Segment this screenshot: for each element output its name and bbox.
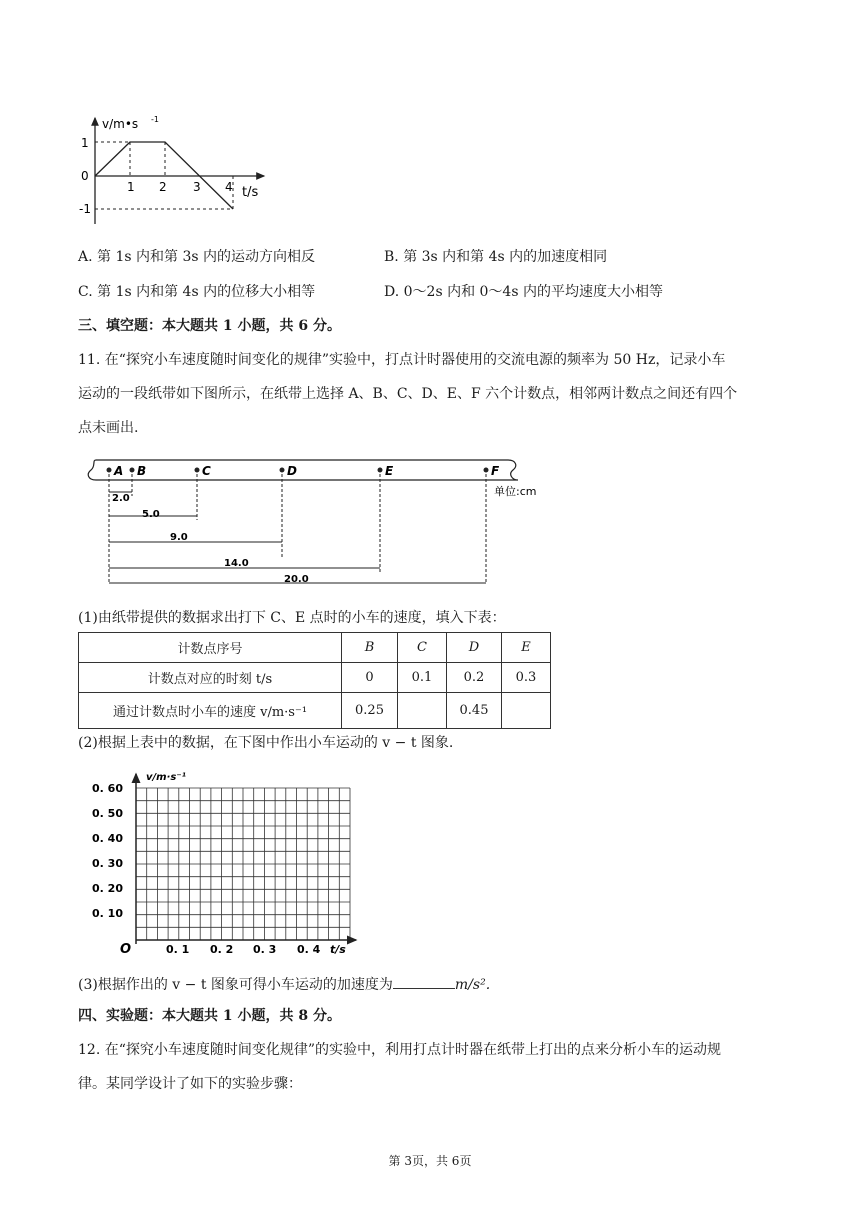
table-cell: B bbox=[342, 633, 398, 663]
vt-xtick-3: 3 bbox=[193, 180, 201, 194]
grid-xtick: 0. 4 bbox=[297, 943, 321, 956]
grid-y-axis-label: v/m·s⁻¹ bbox=[146, 772, 186, 783]
tape-point-f bbox=[484, 468, 489, 473]
table-row bbox=[79, 693, 551, 729]
section-3-title: 三、填空题：本大题共 1 小题，共 6 分。 bbox=[78, 318, 341, 334]
table-cell: 计数点序号 bbox=[79, 633, 342, 663]
grid-xtick: 0. 1 bbox=[166, 943, 190, 956]
tape-point-d bbox=[280, 468, 285, 473]
grid-ytick: 0. 10 bbox=[92, 907, 123, 920]
table-cell: 0.1 bbox=[398, 663, 447, 693]
grid-ytick: 0. 50 bbox=[92, 807, 123, 820]
q12-line-2: 律。某同学设计了如下的实验步骤： bbox=[78, 1076, 302, 1092]
grid-ytick: 0. 30 bbox=[92, 857, 123, 870]
table-cell[interactable] bbox=[502, 693, 551, 729]
vt-ytick-neg1: -1 bbox=[79, 202, 91, 216]
table-cell: 计数点对应的时刻 t/s bbox=[79, 663, 342, 693]
tape-label-d: D bbox=[287, 464, 297, 478]
q11-line-2: 运动的一段纸带如下图所示，在纸带上选择 A、B、C、D、E、F 六个计数点，相邻两计数点之间还有四个 bbox=[78, 386, 738, 402]
page-footer: 第 3页，共 6页 bbox=[388, 1154, 472, 1168]
grid-x-axis-label: t/s bbox=[330, 943, 346, 956]
tape-dist-ac: 5.0 bbox=[142, 509, 160, 520]
vt-ytick-0: 0 bbox=[81, 169, 89, 183]
grid-ytick: 0. 20 bbox=[92, 882, 123, 895]
table-cell: 0.3 bbox=[502, 663, 551, 693]
table-cell: E bbox=[502, 633, 551, 663]
q11-part3-text: (3)根据作出的 v − t 图象可得小车运动的加速度为 bbox=[78, 977, 393, 993]
tape-label-b: B bbox=[137, 464, 147, 478]
table-cell: C bbox=[398, 633, 447, 663]
answer-blank[interactable] bbox=[393, 974, 455, 989]
section-4-title: 四、实验题：本大题共 1 小题，共 8 分。 bbox=[78, 1008, 341, 1024]
vt-y-axis-label: v/m•s bbox=[102, 117, 139, 131]
grid-xtick: 0. 2 bbox=[210, 943, 234, 956]
tape-point-a bbox=[107, 468, 112, 473]
table-cell: D bbox=[447, 633, 502, 663]
vt-y-axis-exp: -1 bbox=[151, 115, 159, 124]
q11-part3 bbox=[78, 974, 490, 995]
tape-unit-label: 单位:cm bbox=[494, 485, 537, 498]
grid-ytick: 0. 40 bbox=[92, 832, 123, 845]
option-d: D. 0～2s 内和 0～4s 内的平均速度大小相等 bbox=[384, 284, 663, 300]
tape-label-c: C bbox=[202, 464, 211, 478]
table-row bbox=[79, 663, 551, 693]
grid-ytick: 0. 60 bbox=[92, 782, 123, 795]
q11-part3-unit: m/s². bbox=[454, 977, 491, 993]
vt-xtick-1: 1 bbox=[127, 180, 135, 194]
vt-grid-chart bbox=[86, 770, 366, 956]
grid-origin: O bbox=[120, 942, 132, 956]
tape-dist-ad: 9.0 bbox=[170, 532, 188, 543]
paper-tape-figure bbox=[82, 456, 562, 588]
q11-line-3: 点未画出. bbox=[78, 420, 139, 436]
vt-xtick-4: 4 bbox=[225, 180, 233, 194]
tape-label-a: A bbox=[114, 464, 124, 478]
vt-x-axis-label: t/s bbox=[242, 185, 259, 200]
tape-dist-af: 20.0 bbox=[284, 574, 309, 585]
option-c: C. 第 1s 内和第 4s 内的位移大小相等 bbox=[78, 284, 316, 300]
tape-label-f: F bbox=[491, 464, 500, 478]
table-cell[interactable] bbox=[398, 693, 447, 729]
q11-line-1: 11. 在“探究小车速度随时间变化的规律”实验中，打点计时器使用的交流电源的频率为 50 Hz，记录小车 bbox=[78, 352, 726, 368]
tape-dist-ae: 14.0 bbox=[224, 558, 249, 569]
vt-ytick-1: 1 bbox=[81, 136, 89, 150]
data-table bbox=[78, 632, 551, 729]
tape-point-c bbox=[195, 468, 200, 473]
grid-xtick: 0. 3 bbox=[253, 943, 277, 956]
table-row bbox=[79, 633, 551, 663]
tape-point-b bbox=[130, 468, 135, 473]
q11-part1: (1)由纸带提供的数据求出打下 C、E 点时的小车的速度，填入下表： bbox=[78, 610, 506, 626]
tape-point-e bbox=[378, 468, 383, 473]
table-cell: 通过计数点时小车的速度 v/m·s⁻¹ bbox=[79, 693, 342, 729]
table-cell: 0.45 bbox=[447, 693, 502, 729]
vt-xtick-2: 2 bbox=[159, 180, 167, 194]
tape-label-e: E bbox=[385, 464, 394, 478]
option-b: B. 第 3s 内和第 4s 内的加速度相同 bbox=[384, 249, 608, 265]
option-a: A. 第 1s 内和第 3s 内的运动方向相反 bbox=[78, 249, 315, 265]
table-cell: 0.25 bbox=[342, 693, 398, 729]
tape-dist-ab: 2.0 bbox=[112, 493, 130, 504]
vt-graph bbox=[78, 112, 278, 230]
q11-part2: (2)根据上表中的数据，在下图中作出小车运动的 v − t 图象. bbox=[78, 735, 454, 751]
q12-line-1: 12. 在“探究小车速度随时间变化规律”的实验中，利用打点计时器在纸带上打出的点来分析小车的运动规 bbox=[78, 1042, 722, 1058]
table-cell: 0 bbox=[342, 663, 398, 693]
table-cell: 0.2 bbox=[447, 663, 502, 693]
